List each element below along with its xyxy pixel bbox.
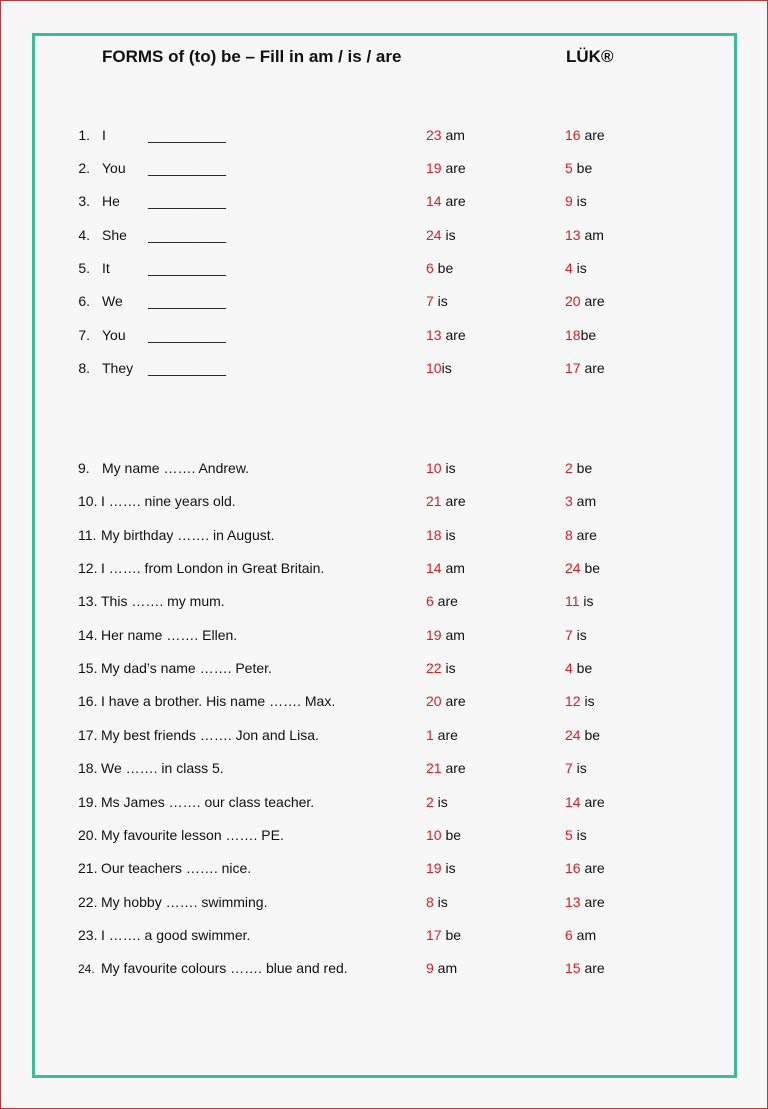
option-b [565, 493, 596, 509]
option-b [565, 827, 587, 843]
exercise-row [0, 360, 768, 380]
option-word: are [441, 693, 466, 710]
option-a [426, 127, 465, 143]
option-b [565, 960, 605, 976]
answer-blank[interactable]: __________ [148, 227, 226, 243]
sentence-text: My name ……. Andrew. [102, 460, 250, 476]
sentence-row [0, 493, 768, 513]
sentence-row [0, 527, 768, 547]
option-a [426, 260, 453, 276]
option-word: is [433, 293, 448, 309]
option-word: are [580, 293, 605, 309]
option-word: are [572, 526, 597, 543]
sentence-text: I ……. from London in Great Britain. [101, 560, 325, 577]
option-word: are [441, 193, 466, 209]
option-number: 3 [565, 493, 573, 510]
option-b [565, 693, 595, 709]
option-word: are [580, 360, 605, 376]
option-word: is [580, 693, 595, 710]
option-a [426, 560, 465, 576]
option-number: 11 [565, 593, 580, 610]
item-number: 9. [78, 460, 90, 476]
sentence-text: My dad’s name ……. Peter. [101, 660, 272, 677]
option-word: is [433, 893, 448, 910]
sentence-text: My favourite lesson ……. PE. [101, 826, 284, 843]
option-word: are [580, 860, 605, 877]
option-word: is [572, 826, 587, 843]
option-word: be [580, 726, 601, 743]
option-word: is [441, 660, 456, 677]
option-number: 5 [565, 160, 573, 176]
option-a [426, 660, 456, 676]
option-word: are [580, 127, 605, 143]
option-number: 20 [426, 693, 442, 710]
option-b [565, 794, 605, 810]
option-b [565, 660, 592, 676]
option-b [565, 460, 592, 476]
sentence-row [0, 660, 768, 680]
option-number: 20 [565, 293, 581, 309]
worksheet-frame [32, 33, 737, 1078]
option-number: 17 [426, 926, 442, 943]
option-word: is [572, 760, 587, 777]
item-number: 10. [78, 493, 98, 510]
option-a [426, 293, 448, 309]
exercise-row [0, 227, 768, 247]
option-number: 21 [426, 760, 442, 777]
item-number: 11. [78, 526, 97, 543]
sentence-text: My favourite colours ……. blue and red. [101, 960, 348, 977]
sentence-row [0, 560, 768, 580]
option-b [565, 760, 587, 776]
option-word: are [580, 960, 605, 977]
option-word: is [433, 793, 448, 810]
option-number: 18 [565, 327, 581, 343]
exercise-row [0, 293, 768, 313]
option-number: 8 [426, 893, 434, 910]
option-a [426, 493, 466, 509]
option-a [426, 827, 461, 843]
sentence-text: We ……. in class 5. [101, 760, 224, 777]
option-number: 7 [565, 760, 573, 777]
answer-blank[interactable]: __________ [148, 160, 226, 176]
option-b [565, 160, 592, 176]
item-number: 21. [78, 860, 98, 877]
answer-blank[interactable]: __________ [148, 127, 226, 143]
item-number: 20. [78, 826, 98, 843]
option-number: 9 [426, 960, 434, 977]
item-number: 3. [78, 193, 90, 209]
exercise-row [0, 327, 768, 347]
item-number: 22. [78, 893, 98, 910]
option-number: 13 [565, 893, 581, 910]
option-b [565, 560, 600, 576]
option-word: are [441, 760, 466, 777]
exercise-row [0, 193, 768, 213]
option-b [565, 627, 587, 643]
option-word: be [433, 260, 454, 276]
option-number: 10 [426, 360, 442, 376]
option-a [426, 894, 448, 910]
item-number: 2. [78, 160, 90, 176]
option-a [426, 160, 466, 176]
sentence-row [0, 760, 768, 780]
item-number: 7. [78, 327, 90, 343]
option-word: am [441, 560, 465, 577]
pronoun: You [102, 327, 126, 343]
item-number: 18. [78, 760, 98, 777]
option-b [565, 527, 597, 543]
option-b [565, 727, 600, 743]
option-b [565, 860, 605, 876]
sentence-row [0, 460, 768, 480]
option-b [565, 927, 596, 943]
option-number: 13 [565, 227, 581, 243]
option-number: 9 [565, 193, 573, 209]
option-word: be [572, 660, 593, 677]
sentence-row [0, 693, 768, 713]
option-b [565, 293, 605, 309]
option-a [426, 727, 458, 743]
option-a [426, 760, 466, 776]
sentence-text: I have a brother. His name ……. Max. [101, 693, 336, 710]
option-word: is [441, 360, 452, 376]
option-number: 10 [426, 826, 442, 843]
option-number: 13 [426, 327, 442, 343]
option-word: are [580, 793, 605, 810]
pronoun: It [102, 260, 110, 276]
option-word: is [441, 460, 456, 476]
option-a [426, 227, 456, 243]
item-number: 8. [78, 360, 90, 376]
sentence-row [0, 827, 768, 847]
option-a [426, 693, 466, 709]
option-a [426, 327, 466, 343]
option-number: 12 [565, 693, 581, 710]
worksheet-title: FORMS of (to) be – Fill in am / is / are [102, 47, 402, 66]
option-number: 21 [426, 493, 442, 510]
option-number: 6 [426, 260, 434, 276]
option-word: are [441, 327, 466, 343]
answer-blank[interactable]: __________ [148, 360, 226, 376]
option-a [426, 860, 456, 876]
item-number: 13. [78, 593, 98, 610]
option-number: 6 [565, 926, 573, 943]
option-word: am [572, 493, 597, 510]
option-number: 5 [565, 826, 573, 843]
option-b [565, 360, 605, 376]
option-word: be [580, 327, 597, 343]
pronoun: You [102, 160, 126, 176]
option-word: is [441, 227, 456, 243]
option-b [565, 327, 596, 343]
sentence-text: My best friends ……. Jon and Lisa. [101, 726, 319, 743]
option-number: 10 [426, 460, 442, 476]
sentence-text: Ms James ……. our class teacher. [101, 793, 315, 810]
option-word: is [579, 593, 594, 610]
option-word: are [433, 726, 458, 743]
option-number: 6 [426, 593, 434, 610]
option-a [426, 527, 456, 543]
pronoun: We [102, 293, 123, 309]
pronoun: I [102, 127, 106, 143]
brand-label: LÜK® [566, 47, 614, 66]
option-number: 19 [426, 626, 442, 643]
option-a [426, 960, 457, 976]
answer-blank[interactable]: __________ [148, 260, 226, 276]
item-number: 14. [78, 626, 98, 643]
sentence-row [0, 794, 768, 814]
sentence-row [0, 894, 768, 914]
option-word: is [572, 260, 587, 276]
pronoun: She [102, 227, 127, 243]
sentence-row [0, 927, 768, 947]
option-number: 16 [565, 127, 581, 143]
sentence-text: Her name ……. Ellen. [101, 626, 238, 643]
option-b [565, 260, 587, 276]
pronoun: He [102, 193, 120, 209]
sentence-row [0, 727, 768, 747]
sentence-text: I ……. a good swimmer. [101, 926, 251, 943]
option-word: is [441, 526, 456, 543]
sentence-row [0, 593, 768, 613]
sentence-text: My birthday ……. in August. [101, 526, 275, 543]
option-b [565, 894, 605, 910]
option-word: am [441, 626, 465, 643]
answer-blank[interactable]: __________ [148, 193, 226, 209]
option-a [426, 360, 452, 376]
option-number: 14 [426, 193, 442, 209]
option-a [426, 460, 456, 476]
option-number: 19 [426, 160, 442, 176]
option-number: 2 [426, 793, 434, 810]
option-number: 24 [565, 726, 581, 743]
option-word: be [441, 826, 462, 843]
pronoun: They [102, 360, 134, 376]
item-number: 6. [78, 293, 90, 309]
item-number: 17. [78, 726, 98, 743]
item-number: 24. [78, 962, 95, 977]
option-number: 18 [426, 526, 442, 543]
item-number: 5. [78, 260, 90, 276]
option-b [565, 127, 605, 143]
option-word: are [580, 893, 605, 910]
option-word: are [441, 493, 466, 510]
option-word: am [580, 227, 604, 243]
option-word: be [572, 160, 593, 176]
sentence-text: Our teachers ……. nice. [101, 860, 252, 877]
sentence-text: I ……. nine years old. [101, 493, 236, 510]
option-number: 2 [565, 460, 573, 476]
exercise-row [0, 160, 768, 180]
option-word: be [441, 926, 462, 943]
item-number: 4. [78, 227, 90, 243]
item-number: 23. [78, 926, 98, 943]
option-a [426, 193, 466, 209]
option-word: is [572, 193, 587, 209]
item-number: 16. [78, 693, 98, 710]
exercise-row [0, 127, 768, 147]
answer-blank[interactable]: __________ [148, 293, 226, 309]
option-number: 15 [565, 960, 581, 977]
option-a [426, 927, 461, 943]
option-number: 4 [565, 260, 573, 276]
option-word: am [433, 960, 458, 977]
option-number: 22 [426, 660, 442, 677]
option-word: is [572, 626, 587, 643]
option-number: 19 [426, 860, 442, 877]
option-number: 16 [565, 860, 581, 877]
answer-blank[interactable]: __________ [148, 327, 226, 343]
exercise-row [0, 260, 768, 280]
option-word: am [572, 926, 597, 943]
option-word: is [441, 860, 456, 877]
option-number: 24 [565, 560, 581, 577]
option-b [565, 593, 594, 609]
option-number: 23 [426, 127, 442, 143]
option-number: 7 [426, 293, 434, 309]
option-number: 14 [426, 560, 442, 577]
option-number: 17 [565, 360, 581, 376]
option-word: am [441, 127, 465, 143]
option-a [426, 627, 465, 643]
option-number: 8 [565, 526, 573, 543]
option-number: 7 [565, 626, 573, 643]
sentence-row [0, 627, 768, 647]
option-number: 14 [565, 793, 581, 810]
option-word: are [433, 593, 458, 610]
item-number: 19. [78, 793, 98, 810]
option-number: 24 [426, 227, 442, 243]
sentence-row [0, 860, 768, 880]
option-a [426, 593, 458, 609]
sentence-row [0, 960, 768, 980]
option-b [565, 193, 587, 209]
sentence-text: This ……. my mum. [101, 593, 225, 610]
option-number: 1 [426, 726, 434, 743]
option-a [426, 794, 448, 810]
option-word: be [580, 560, 601, 577]
item-number: 1. [78, 127, 90, 143]
option-word: are [441, 160, 466, 176]
sentence-text: My hobby ……. swimming. [101, 893, 268, 910]
item-number: 15. [78, 660, 98, 677]
option-number: 4 [565, 660, 573, 677]
option-b [565, 227, 604, 243]
item-number: 12. [78, 560, 98, 577]
option-word: be [572, 460, 593, 476]
